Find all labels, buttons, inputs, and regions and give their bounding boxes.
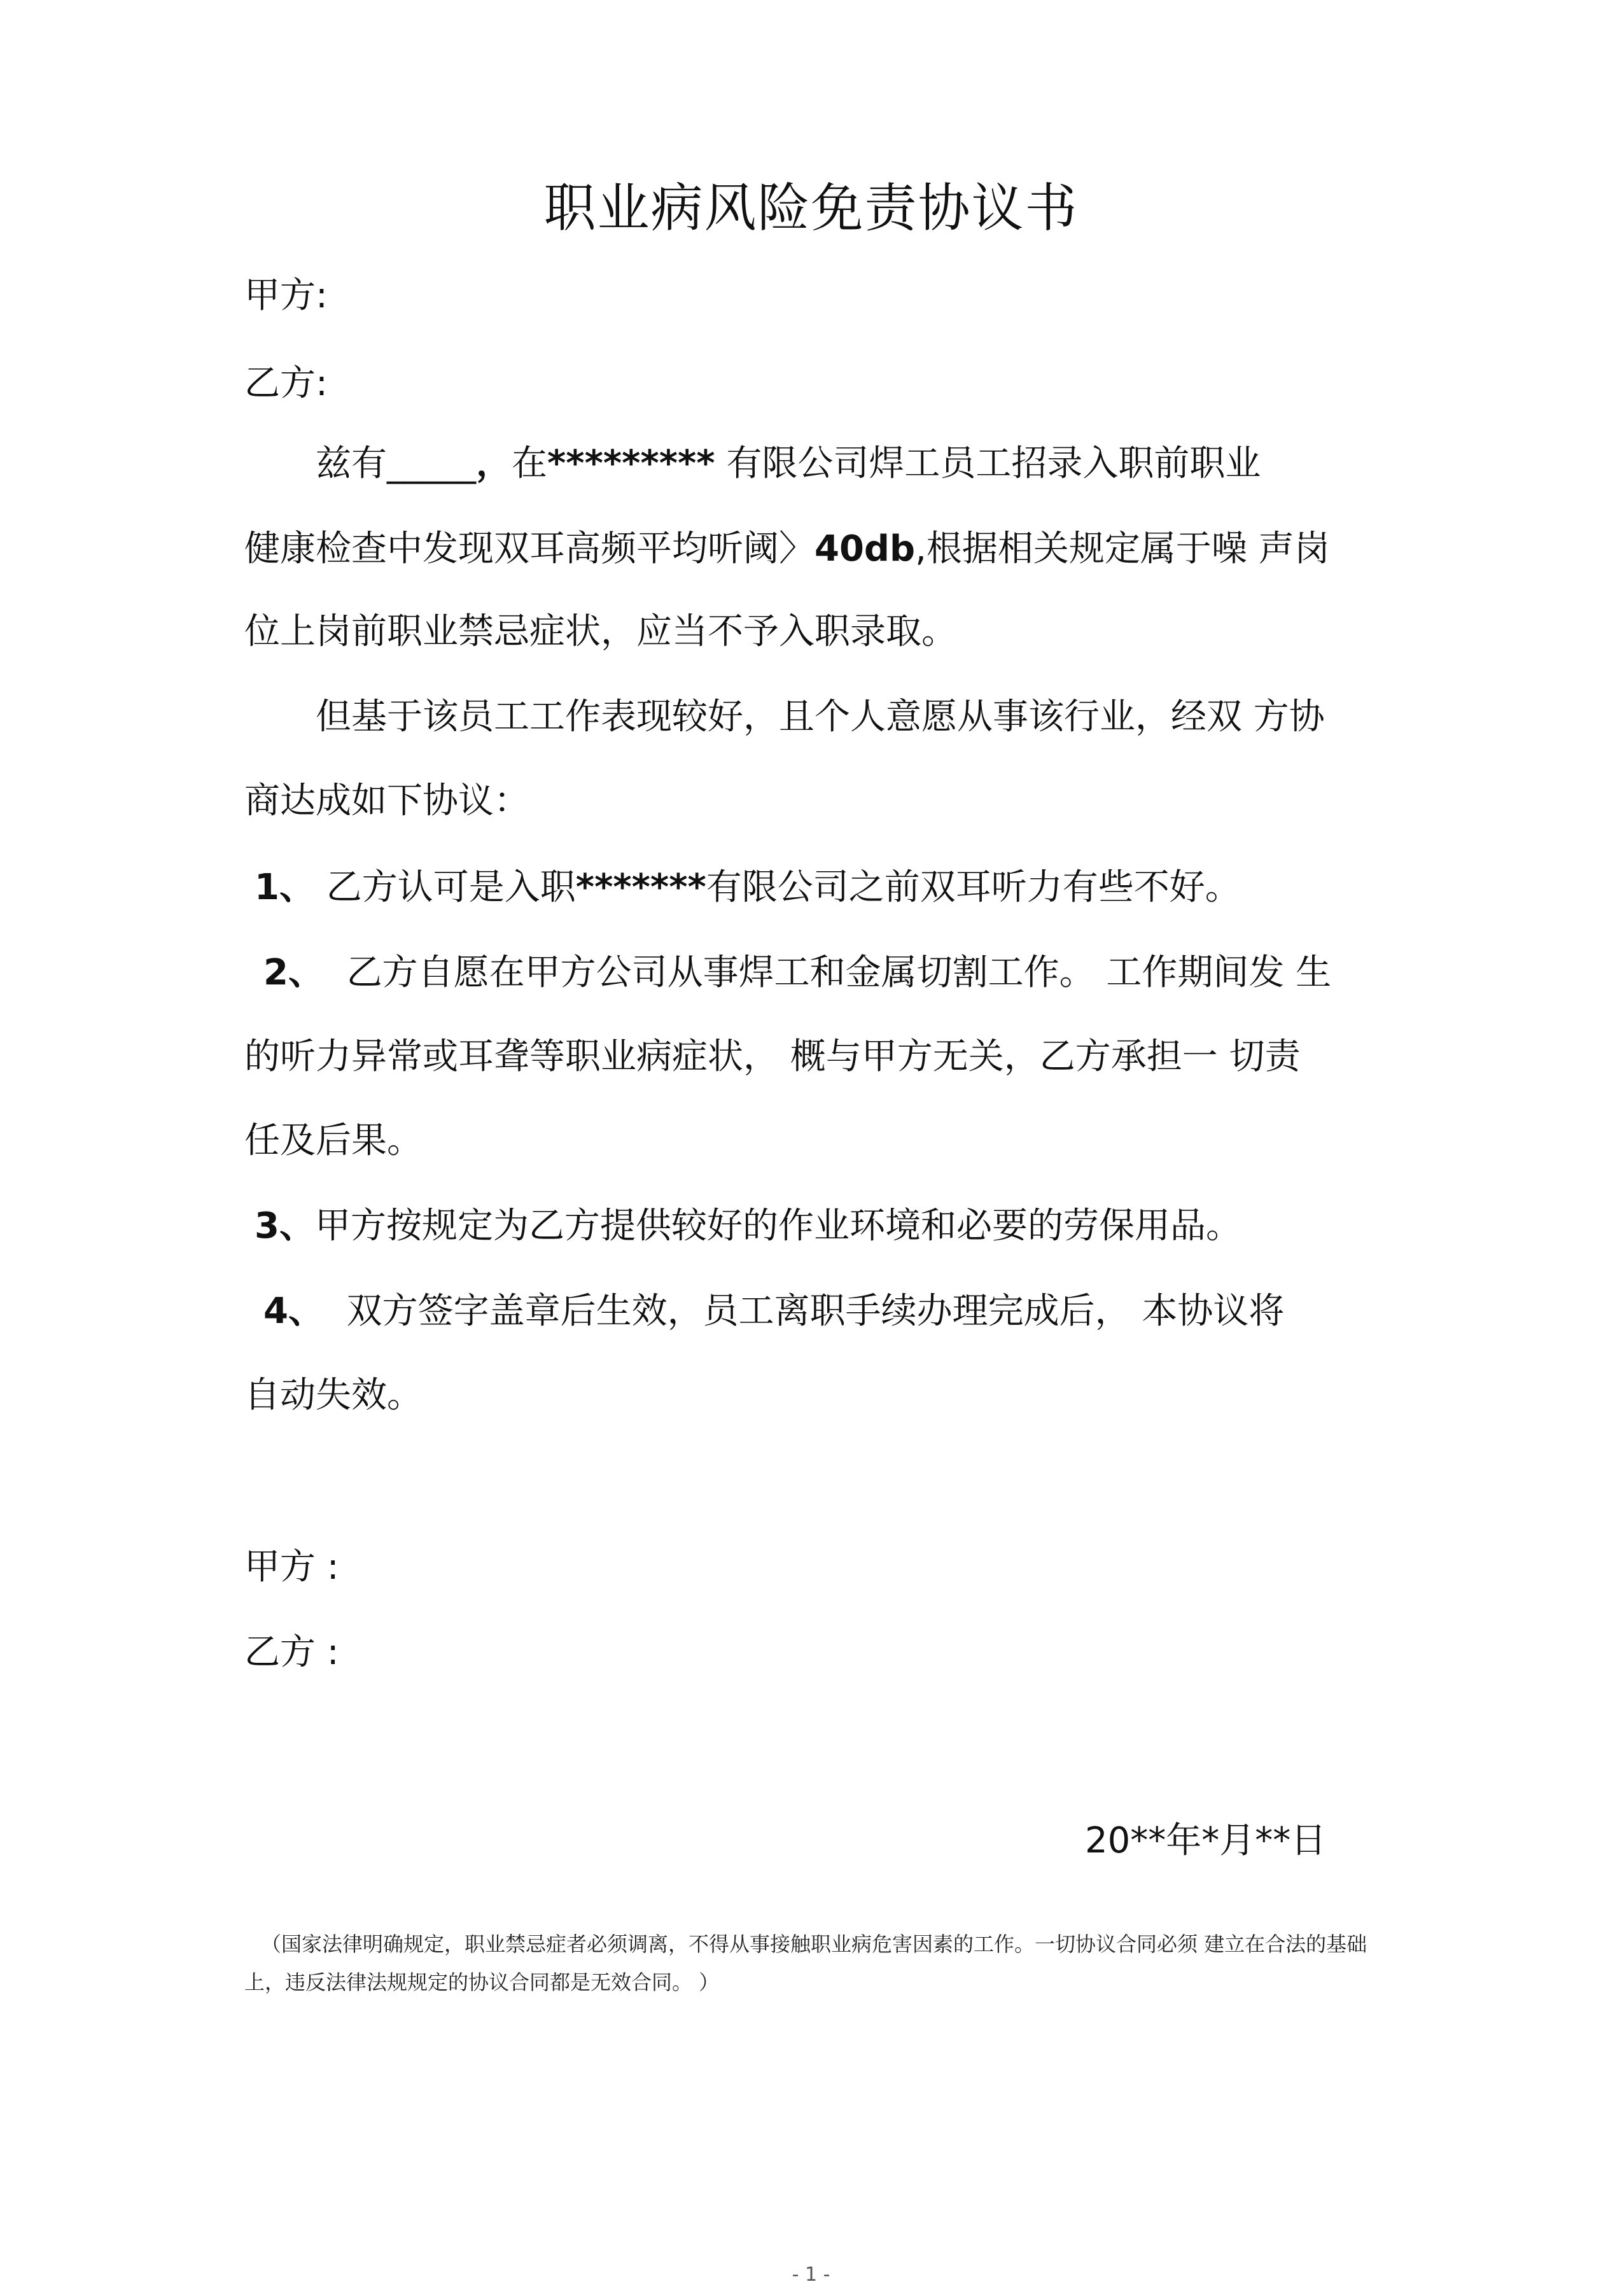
para1-at: 在 bbox=[512, 443, 547, 484]
para1-stars: ********* bbox=[547, 443, 715, 484]
clause-3-number: 3、 bbox=[255, 1205, 315, 1247]
para2-line2: 商达成如下协议： bbox=[244, 780, 529, 822]
clause-2-line2: 的听力异常或耳聋等职业病症状， 概与甲方无关，乙方承担一 切责 bbox=[244, 1036, 1301, 1077]
clause-3-text: 甲方按规定为乙方提供较好的作业环境和必要的劳保用品。 bbox=[314, 1205, 1241, 1247]
para1-comma: ， bbox=[476, 443, 512, 484]
clause-1-text-a: 乙方认可是入职 bbox=[326, 867, 576, 908]
para1-line1 bbox=[316, 435, 1261, 486]
clause-1 bbox=[255, 859, 1241, 910]
clause-4-line2: 自动失效。 bbox=[244, 1375, 423, 1416]
para1-line3: 位上岗前职业禁忌症状，应当不予入职录取。 bbox=[244, 611, 957, 652]
agreement-date: 20**年*月**日 bbox=[1085, 1820, 1327, 1861]
clause-2-line3: 任及后果。 bbox=[244, 1120, 423, 1161]
legal-note-line2: 上，违反法律法规规定的协议合同都是无效合同。 ） bbox=[244, 1970, 720, 1994]
para1-line2-text: 健康检查中发现双耳高频平均听阈〉 bbox=[244, 528, 814, 570]
para1-rest: 有限公司焊工员工招录入职前职业 bbox=[715, 443, 1261, 484]
clause-1-number: 1、 bbox=[255, 867, 315, 908]
para2-line1: 但基于该员工工作表现较好，且个人意愿从事该行业，经双 方协 bbox=[316, 696, 1325, 738]
clause-2-line1 bbox=[263, 944, 1331, 995]
clause-1-stars: ******* bbox=[575, 867, 706, 908]
para1-threshold: 40db bbox=[814, 528, 916, 570]
party-a-label: 甲方: bbox=[244, 275, 328, 316]
para1-lead: 兹有_____ bbox=[316, 443, 476, 484]
clause-4-text: 双方签字盖章后生效，员工离职手续办理完成后， 本协议将 bbox=[346, 1291, 1285, 1332]
clause-3 bbox=[255, 1198, 1241, 1249]
clause-2-number: 2、 bbox=[263, 952, 324, 993]
page-number: - 1 - bbox=[792, 2264, 830, 2286]
clause-2-text: 乙方自愿在甲方公司从事焊工和金属切割工作。 工作期间发 生 bbox=[346, 952, 1332, 993]
para1-line2-rest: ,根据相关规定属于噪 声岗 bbox=[915, 528, 1330, 570]
signature-party-a: 甲方 : bbox=[244, 1546, 339, 1588]
signature-party-b: 乙方 : bbox=[244, 1632, 339, 1673]
clause-4-number: 4、 bbox=[263, 1291, 324, 1332]
legal-note-line1: （国家法律明确规定，职业禁忌症者必须调离，不得从事接触职业病危害因素的工作。一切协议合同必须 建立在合法的基础 bbox=[261, 1932, 1367, 1956]
party-b-label: 乙方: bbox=[244, 363, 328, 404]
para1-line2 bbox=[244, 521, 1330, 571]
clause-4-line1 bbox=[263, 1283, 1284, 1334]
clause-1-text-b: 有限公司之前双耳听力有些不好。 bbox=[706, 867, 1241, 908]
document-title: 职业病风险免责协议书 bbox=[543, 178, 1079, 239]
